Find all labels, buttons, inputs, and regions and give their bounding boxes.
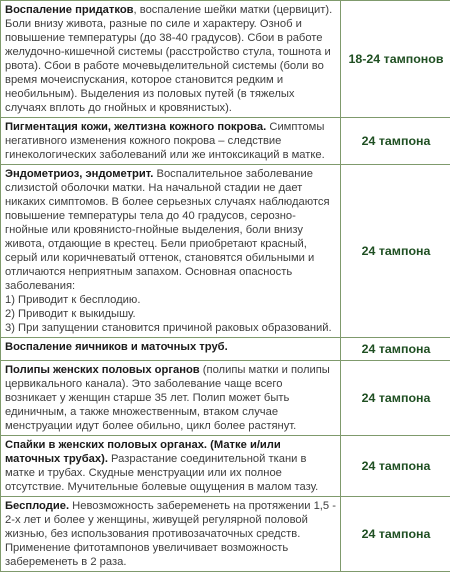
tampon-count: 24 тампона (341, 338, 450, 361)
description-cell (1, 1, 341, 118)
condition-text: (полипы матки и полипы цервикального канала). Это заболевание чаще всего возникает у женщин старше 35 лет. Полип может быть единичным, а также множественным, втаком случае менструации идут более обильно, цикл более растянут. (5, 364, 330, 432)
table-row (1, 1, 450, 118)
condition-text: Невозможность забеременеть на протяжении 1,5 - 2-х лет и более у женщины, живущей регулярной половой жизнью, без использования противозачаточных средств. Применение фитотампонов увеличивает возможность забеременеть в 2 раза. (5, 500, 336, 568)
condition-text: Воспалительное заболевание слизистой оболочки матки. На начальной стадии не дает никаких симптомов. В более серьезных случаях наблюдаются повышение температуры тела до 40 градусов, серозно-гнойные или кровянисто-гнойные выделения, боли внизу живота, отдающие в крестец. Бели приобретают красный, серый или коричневатый оттенок, становятся обильными и отличаются неприятным запахом. Основная опасность заболевания: (5, 168, 330, 292)
condition-name: Эндометриоз, эндометрит. (5, 168, 153, 180)
description-cell (1, 361, 341, 436)
condition-name: Воспаление придатков (5, 4, 134, 16)
tampon-count: 24 тампона (341, 165, 450, 338)
tampon-count: 24 тампона (341, 361, 450, 436)
table-row (1, 497, 450, 572)
condition-name: Спайки в женских половых органах. (Матке и/или маточных трубах). (5, 439, 281, 465)
description-cell (1, 165, 341, 338)
table-row (1, 361, 450, 436)
list-item: 1) Приводит к бесплодию. (5, 293, 336, 307)
condition-name: Пигментация кожи, желтизна кожного покрова. (5, 121, 266, 133)
tampon-count: 18-24 тампонов (341, 1, 450, 118)
list-item: 2) Приводит к выкидышу. (5, 307, 336, 321)
table-row (1, 165, 450, 338)
condition-text: Разрастание соединительной ткани в матке и трубах. Скудные менструации или их полное отсутствие. Мучительные болевые ощущения в малом тазу. (5, 453, 318, 493)
table-row (1, 436, 450, 497)
description-cell (1, 118, 341, 165)
tampon-count: 24 тампона (341, 118, 450, 165)
condition-text: , воспаление шейки матки (цервицит). Боли внизу живота, разные по силе и характеру. Озноб и повышение температуры (до 38-40 градусов). Сбои в работе желудочно-кишечной системы (расстройство стула, тошнота и рвота). Сбои в работе мочевыделительной системы (боли во время мочеиспускания, которое становится редким и необильным). Выделения из половых путей (в тяжелых случаях вплоть до гнойных и кровянистых). (5, 4, 332, 114)
condition-name: Воспаление яичников и маточных труб. (5, 341, 228, 353)
condition-text: Симптомы негативного изменения кожного покрова – следствие гинекологических заболеваний или же интоксикаций в матке. (5, 121, 325, 161)
table-row (1, 118, 450, 165)
condition-name: Бесплодие. (5, 500, 69, 512)
risk-list (5, 293, 336, 335)
table-row (1, 338, 450, 361)
tampon-count: 24 тампона (341, 436, 450, 497)
description-cell (1, 338, 341, 361)
condition-name: Полипы женских половых органов (5, 364, 200, 376)
description-cell (1, 497, 341, 572)
tampon-count: 24 тампона (341, 497, 450, 572)
description-cell (1, 436, 341, 497)
list-item: 3) При запущении становится причиной раковых образований. (5, 321, 336, 335)
